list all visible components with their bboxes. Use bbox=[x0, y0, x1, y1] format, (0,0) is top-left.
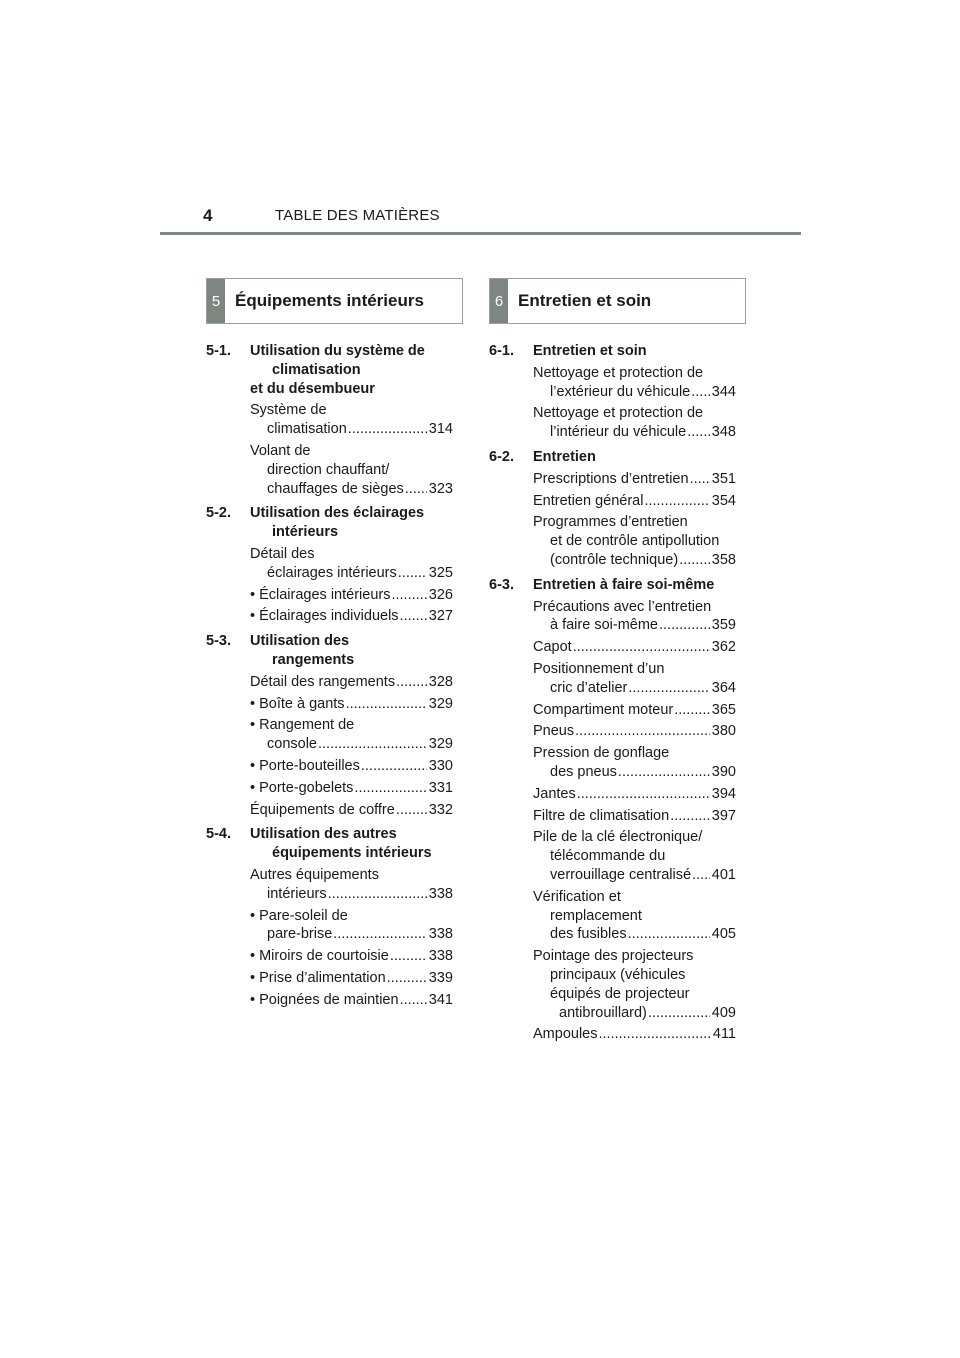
entry-line bbox=[250, 885, 453, 904]
entry-text: Filtre de climatisation bbox=[533, 807, 670, 824]
entry-line bbox=[250, 801, 453, 820]
entry-text: Système de bbox=[250, 402, 327, 419]
entry-line bbox=[533, 660, 736, 679]
entry-text: direction chauffant/ bbox=[267, 461, 390, 478]
entry-line bbox=[533, 1004, 736, 1023]
page-ref: 330 bbox=[428, 757, 453, 774]
entry-line bbox=[533, 492, 736, 511]
entry-text: Capot bbox=[533, 639, 572, 656]
entry-line bbox=[250, 461, 453, 480]
dot-leader bbox=[670, 807, 710, 826]
toc-entry[interactable] bbox=[533, 1025, 736, 1044]
entry-text: éclairages intérieurs bbox=[267, 564, 397, 581]
dot-leader bbox=[396, 673, 427, 692]
page-ref: 390 bbox=[711, 763, 736, 780]
dot-leader bbox=[618, 763, 710, 782]
section-heading[interactable] bbox=[489, 448, 736, 467]
toc-entries bbox=[206, 673, 453, 820]
chapter-box-5[interactable] bbox=[206, 278, 463, 324]
toc-column-left bbox=[206, 342, 453, 1016]
toc-section bbox=[206, 342, 453, 498]
entry-text: Volant de bbox=[250, 442, 311, 459]
page-ref: 327 bbox=[428, 608, 453, 625]
toc-entry[interactable] bbox=[533, 364, 736, 402]
dot-leader bbox=[405, 480, 427, 499]
section-heading[interactable] bbox=[489, 576, 736, 595]
toc-entry[interactable] bbox=[533, 828, 736, 884]
entry-line bbox=[533, 551, 736, 570]
entry-text: Pression de gonflage bbox=[533, 745, 670, 762]
entry-line bbox=[250, 716, 453, 735]
entry-text: pare-brise bbox=[267, 926, 333, 943]
page-ref: 364 bbox=[711, 679, 736, 696]
entry-text: intérieurs bbox=[267, 885, 327, 902]
entry-text: Pneus bbox=[533, 723, 575, 740]
entry-line bbox=[250, 442, 453, 461]
page-ref: 323 bbox=[428, 480, 453, 497]
entry-line bbox=[250, 991, 453, 1010]
entry-text: Équipements de coffre bbox=[250, 801, 395, 818]
entry-text: chauffages de sièges bbox=[267, 480, 404, 497]
entry-text: cric d’atelier bbox=[550, 679, 628, 696]
section-number: 5-4. bbox=[206, 826, 231, 843]
entry-text: Positionnement d’un bbox=[533, 660, 665, 677]
entry-line bbox=[533, 364, 736, 383]
entry-text: Vérification et bbox=[533, 888, 621, 905]
page-ref: 326 bbox=[428, 586, 453, 603]
toc-entries bbox=[489, 598, 736, 1045]
dot-leader bbox=[628, 925, 710, 944]
dot-leader bbox=[318, 735, 427, 754]
entry-line bbox=[250, 564, 453, 583]
page-ref: 397 bbox=[711, 807, 736, 824]
entry-line bbox=[533, 404, 736, 423]
section-title-line: Utilisation du système de bbox=[250, 343, 425, 359]
dot-leader bbox=[396, 801, 427, 820]
section-heading[interactable] bbox=[206, 342, 453, 398]
entry-line bbox=[533, 532, 736, 551]
toc-entry[interactable] bbox=[533, 660, 736, 698]
dot-leader bbox=[354, 779, 426, 798]
entry-line bbox=[533, 638, 736, 657]
entry-text: et de contrôle antipollution bbox=[550, 533, 720, 550]
dot-leader bbox=[333, 925, 427, 944]
section-title-line: Entretien à faire soi-même bbox=[533, 576, 715, 593]
dot-leader bbox=[346, 695, 427, 714]
toc-entries bbox=[489, 364, 736, 442]
entry-line bbox=[533, 423, 736, 442]
toc-entries bbox=[206, 401, 453, 498]
section-title-line: et du désembueur bbox=[250, 380, 375, 397]
entry-text: l’intérieur du véhicule bbox=[550, 424, 687, 441]
entry-text: Pointage des projecteurs bbox=[533, 948, 694, 965]
page-ref: 338 bbox=[428, 885, 453, 902]
dot-leader bbox=[400, 991, 427, 1010]
entry-line bbox=[533, 828, 736, 847]
page-ref: 348 bbox=[711, 424, 736, 441]
entry-line bbox=[250, 586, 453, 605]
chapter-box-6[interactable] bbox=[489, 278, 746, 324]
entry-line bbox=[250, 480, 453, 499]
toc-column-right bbox=[489, 342, 736, 1050]
section-title-line: Utilisation des éclairages bbox=[250, 505, 425, 522]
entry-line bbox=[533, 513, 736, 532]
entry-line bbox=[533, 470, 736, 489]
section-title-line: Entretien bbox=[533, 448, 596, 465]
entry-line bbox=[533, 888, 736, 907]
toc-entry[interactable] bbox=[533, 722, 736, 741]
entry-line bbox=[533, 701, 736, 720]
toc-entries bbox=[489, 470, 736, 570]
section-heading[interactable] bbox=[206, 632, 453, 670]
entry-line bbox=[533, 1025, 736, 1044]
entry-text: • Boîte à gants bbox=[250, 695, 345, 712]
toc-entry[interactable] bbox=[250, 607, 453, 626]
dot-leader bbox=[361, 757, 427, 776]
toc-entry[interactable] bbox=[250, 586, 453, 605]
entry-line bbox=[533, 616, 736, 635]
entry-line bbox=[250, 545, 453, 564]
entry-text: Ampoules bbox=[533, 1026, 598, 1043]
dot-leader bbox=[644, 492, 709, 511]
entry-line bbox=[533, 785, 736, 804]
entry-text: Nettoyage et protection de bbox=[533, 405, 704, 422]
entry-text: • Miroirs de courtoisie bbox=[250, 948, 389, 965]
entry-line bbox=[533, 966, 736, 985]
page-number: 4 bbox=[203, 206, 213, 225]
entry-text: remplacement bbox=[550, 907, 642, 924]
entry-text: console bbox=[267, 736, 317, 753]
page-ref: 359 bbox=[711, 617, 736, 634]
section-heading[interactable] bbox=[206, 504, 453, 542]
page-ref: 409 bbox=[711, 1004, 736, 1021]
entry-line bbox=[533, 925, 736, 944]
entry-line bbox=[250, 420, 453, 439]
entry-line bbox=[533, 847, 736, 866]
toc-entry[interactable] bbox=[250, 907, 453, 945]
section-number: 5-3. bbox=[206, 633, 231, 650]
entry-line bbox=[533, 763, 736, 782]
page-ref: 411 bbox=[712, 1026, 736, 1043]
toc-entry[interactable] bbox=[250, 716, 453, 754]
toc-entry[interactable] bbox=[533, 701, 736, 720]
entry-text: • Porte-bouteilles bbox=[250, 757, 360, 774]
dot-leader bbox=[674, 701, 710, 720]
entry-line bbox=[533, 722, 736, 741]
toc-entry[interactable] bbox=[533, 404, 736, 442]
entry-text: • Éclairages individuels bbox=[250, 608, 399, 625]
toc-entry[interactable] bbox=[533, 598, 736, 636]
page-ref: 358 bbox=[711, 551, 736, 568]
dot-leader bbox=[659, 616, 710, 635]
toc-entry[interactable] bbox=[533, 807, 736, 826]
entry-line bbox=[250, 757, 453, 776]
dot-leader bbox=[575, 722, 710, 741]
entry-text: • Rangement de bbox=[250, 717, 355, 734]
entry-text: Pile de la clé électronique/ bbox=[533, 829, 703, 846]
entry-line bbox=[250, 673, 453, 692]
page-ref: 365 bbox=[711, 701, 736, 718]
header-title: TABLE DES MATIÈRES bbox=[275, 207, 440, 224]
entry-text: à faire soi-même bbox=[550, 617, 658, 634]
entry-line bbox=[533, 807, 736, 826]
entry-line bbox=[533, 907, 736, 926]
dot-leader bbox=[387, 969, 427, 988]
entry-line bbox=[250, 735, 453, 754]
page-ref: 380 bbox=[711, 723, 736, 740]
toc-entry[interactable] bbox=[250, 442, 453, 498]
toc-entry[interactable] bbox=[250, 673, 453, 692]
entry-text: Entretien général bbox=[533, 492, 644, 509]
entry-line bbox=[533, 744, 736, 763]
header-rule bbox=[160, 232, 801, 235]
toc-entry[interactable] bbox=[250, 779, 453, 798]
toc-entries bbox=[206, 545, 453, 626]
entry-text: Autres équipements bbox=[250, 866, 379, 883]
section-title-line: rangements bbox=[272, 651, 355, 668]
entry-line bbox=[250, 779, 453, 798]
dot-leader bbox=[648, 1004, 710, 1023]
page-ref: 341 bbox=[428, 991, 453, 1008]
dot-leader bbox=[598, 1025, 710, 1044]
entry-line bbox=[250, 695, 453, 714]
entry-text: • Porte-gobelets bbox=[250, 779, 354, 796]
toc-entry[interactable] bbox=[250, 401, 453, 439]
page-ref: 401 bbox=[711, 866, 736, 883]
toc-entry[interactable] bbox=[250, 969, 453, 988]
section-number: 6-2. bbox=[489, 448, 514, 465]
entry-text: Nettoyage et protection de bbox=[533, 364, 704, 381]
page-ref: 362 bbox=[711, 639, 736, 656]
section-number: 5-1. bbox=[206, 343, 231, 359]
dot-leader bbox=[400, 607, 427, 626]
page-ref: 338 bbox=[428, 926, 453, 943]
page-ref: 405 bbox=[711, 926, 736, 943]
dot-leader bbox=[679, 551, 710, 570]
toc-entry[interactable] bbox=[533, 492, 736, 511]
dot-leader bbox=[573, 638, 710, 657]
toc-section bbox=[489, 342, 736, 442]
section-title-line: Utilisation des autres bbox=[250, 826, 397, 843]
toc-entry[interactable] bbox=[250, 545, 453, 583]
dot-leader bbox=[577, 785, 710, 804]
toc-entry[interactable] bbox=[533, 785, 736, 804]
page-ref: 325 bbox=[428, 564, 453, 581]
toc-entry[interactable] bbox=[533, 513, 736, 569]
entry-text: Jantes bbox=[533, 785, 576, 802]
dot-leader bbox=[692, 866, 710, 885]
toc-entries bbox=[206, 866, 453, 1010]
toc-entry[interactable] bbox=[250, 947, 453, 966]
entry-line bbox=[533, 985, 736, 1004]
entry-text: (contrôle technique) bbox=[550, 551, 679, 568]
page-ref: 354 bbox=[711, 492, 736, 509]
toc-section bbox=[489, 576, 736, 1044]
toc-section bbox=[206, 504, 453, 626]
section-title-line: Utilisation des bbox=[250, 633, 350, 650]
page-ref: 329 bbox=[428, 736, 453, 753]
page-ref: 351 bbox=[711, 470, 736, 487]
entry-text: climatisation bbox=[267, 421, 347, 438]
dot-leader bbox=[398, 564, 427, 583]
page-ref: 394 bbox=[711, 785, 736, 802]
entry-text: Précautions avec l’entretien bbox=[533, 598, 712, 615]
entry-line bbox=[533, 947, 736, 966]
entry-text: • Poignées de maintien bbox=[250, 991, 399, 1008]
section-number: 6-1. bbox=[489, 343, 514, 359]
entry-line bbox=[533, 866, 736, 885]
page-ref: 328 bbox=[428, 673, 453, 690]
dot-leader bbox=[687, 423, 710, 442]
entry-line bbox=[250, 969, 453, 988]
dot-leader bbox=[628, 679, 709, 698]
toc-entry[interactable] bbox=[250, 695, 453, 714]
toc-entry[interactable] bbox=[250, 757, 453, 776]
entry-text: Programmes d’entretien bbox=[533, 514, 688, 531]
dot-leader bbox=[348, 420, 427, 439]
page-ref: 339 bbox=[428, 969, 453, 986]
page-ref: 329 bbox=[428, 695, 453, 712]
entry-text: équipés de projecteur bbox=[550, 985, 690, 1002]
toc-section bbox=[206, 632, 453, 819]
page-ref: 331 bbox=[428, 779, 453, 796]
entry-text: Prescriptions d’entretien bbox=[533, 470, 689, 487]
entry-text: des fusibles bbox=[550, 926, 627, 943]
section-heading[interactable] bbox=[489, 342, 736, 361]
entry-line bbox=[250, 907, 453, 926]
dot-leader bbox=[328, 885, 427, 904]
chapter-title: Équipements intérieurs bbox=[235, 291, 424, 310]
toc-entry[interactable] bbox=[533, 947, 736, 1022]
entry-line bbox=[533, 598, 736, 617]
dot-leader bbox=[391, 586, 426, 605]
entry-text: télécommande du bbox=[550, 848, 666, 865]
entry-text: des pneus bbox=[550, 763, 617, 780]
toc-entry[interactable] bbox=[533, 744, 736, 782]
chapter-number: 5 bbox=[207, 279, 225, 323]
section-title-line: équipements intérieurs bbox=[272, 845, 432, 862]
entry-line bbox=[250, 947, 453, 966]
entry-text: l’extérieur du véhicule bbox=[550, 383, 691, 400]
toc-entry[interactable] bbox=[533, 470, 736, 489]
entry-text: • Éclairages intérieurs bbox=[250, 586, 391, 603]
section-number: 5-2. bbox=[206, 505, 231, 522]
entry-text: principaux (véhicules bbox=[550, 966, 686, 983]
entry-line bbox=[250, 866, 453, 885]
chapter-title: Entretien et soin bbox=[518, 291, 652, 310]
entry-text: Compartiment moteur bbox=[533, 701, 674, 718]
chapter-number: 6 bbox=[490, 279, 508, 323]
page-ref: 314 bbox=[428, 421, 453, 438]
toc-entry[interactable] bbox=[533, 638, 736, 657]
page-ref: 338 bbox=[428, 948, 453, 965]
toc-entry[interactable] bbox=[250, 991, 453, 1010]
section-title-line: climatisation bbox=[272, 361, 361, 378]
page-ref: 344 bbox=[711, 383, 736, 400]
entry-text: • Pare-soleil de bbox=[250, 907, 348, 924]
toc-section bbox=[489, 448, 736, 570]
entry-text: Détail des bbox=[250, 545, 315, 562]
toc-section bbox=[206, 825, 453, 1009]
dot-leader bbox=[390, 947, 427, 966]
entry-line bbox=[250, 925, 453, 944]
page-ref: 332 bbox=[428, 801, 453, 818]
toc-entry[interactable] bbox=[250, 801, 453, 820]
entry-text: antibrouillard) bbox=[559, 1004, 647, 1021]
entry-line bbox=[250, 607, 453, 626]
dot-leader bbox=[691, 383, 710, 402]
section-number: 6-3. bbox=[489, 576, 514, 593]
section-title-line: Entretien et soin bbox=[533, 343, 647, 359]
entry-text: verrouillage centralisé bbox=[550, 866, 692, 883]
entry-text: • Prise d’alimentation bbox=[250, 969, 386, 986]
toc-entry[interactable] bbox=[250, 866, 453, 904]
entry-line bbox=[533, 679, 736, 698]
entry-text: Détail des rangements bbox=[250, 673, 396, 690]
toc-entry[interactable] bbox=[533, 888, 736, 944]
section-title-line: intérieurs bbox=[272, 524, 339, 541]
dot-leader bbox=[690, 470, 710, 489]
entry-line bbox=[250, 401, 453, 420]
section-heading[interactable] bbox=[206, 825, 453, 863]
entry-line bbox=[533, 383, 736, 402]
